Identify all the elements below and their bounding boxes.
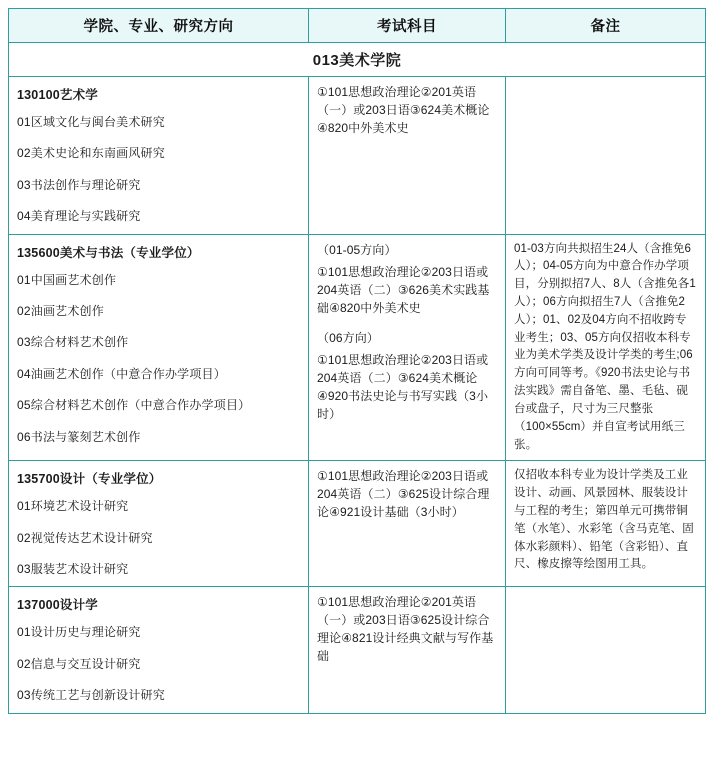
- list-item: 02美术史论和东南画风研究: [17, 146, 165, 161]
- major-name: 130100艺术学: [17, 88, 99, 102]
- subjects-cell: [309, 587, 506, 713]
- subject-text: ①101思想政治理论②203日语或204英语（二）③626美术实践基础④820中外美术史: [317, 264, 490, 315]
- list-item: 01环境艺术设计研究: [17, 499, 129, 514]
- list-item: 03服装艺术设计研究: [17, 562, 129, 577]
- section-title: 013美术学院: [9, 43, 706, 77]
- table-header: [9, 9, 706, 43]
- subject-block: [317, 83, 497, 137]
- subjects-cell: [309, 77, 506, 235]
- direction-list: [17, 625, 300, 702]
- direction-list: [17, 115, 300, 224]
- subjects-cell: [309, 234, 506, 461]
- admissions-catalog-table: [8, 8, 706, 714]
- list-item: 02油画艺术创作: [17, 303, 104, 318]
- list-item: 04油画艺术创作（中意合作办学项目）: [17, 366, 226, 381]
- remark-cell: [506, 77, 706, 235]
- remark-cell: 仅招收本科专业为设计学类及工业设计、动画、风景园林、服装设计与工程的考生；第四单元可携带铜笔（水笔）、水彩笔（含马克笔、固体水彩颜料）、铅笔（含彩铅）、直尺、橡皮擦等绘图用工具。: [506, 461, 706, 587]
- subject-block: [317, 241, 497, 317]
- subject-block-label: （06方向）: [317, 330, 379, 345]
- header-cell-remarks: 备注: [506, 9, 706, 43]
- program-cell: [9, 587, 309, 713]
- subject-block: [317, 593, 497, 665]
- table-row: [9, 234, 706, 461]
- list-item: 01区域文化与闽台美术研究: [17, 115, 165, 129]
- list-item: 06书法与篆刻艺术创作: [17, 429, 141, 444]
- subject-text: ①101思想政治理论②203日语或204英语（二）③625设计综合理论④921设计基础（3小时）: [317, 469, 490, 520]
- remark-cell: [506, 587, 706, 713]
- program-cell: [9, 234, 309, 461]
- table-row: [9, 587, 706, 713]
- subject-block: [317, 329, 497, 423]
- list-item: 05综合材料艺术创作（中意合作办学项目）: [17, 398, 251, 413]
- subject-text: ①101思想政治理论②203日语或204英语（二）③624美术概论④920书法史论与书写实践（3小时）: [317, 352, 489, 421]
- list-item: 02信息与交互设计研究: [17, 656, 141, 671]
- major-name: 135700设计（专业学位）: [17, 472, 162, 487]
- program-cell: [9, 77, 309, 235]
- table-body: [9, 43, 706, 714]
- header-cell-program: 学院、专业、研究方向: [9, 9, 309, 43]
- table-row: [9, 461, 706, 587]
- major-name: 137000设计学: [17, 598, 99, 613]
- list-item: 01中国画艺术创作: [17, 272, 117, 287]
- remark-cell: 01-03方向共拟招生24人（含推免6人）；04-05方向为中意合作办学项目，分别拟招7人、8人（含推免各1人）；06方向拟招生7人（含推免2人）；01、02及04方向不招收跨专业考生；03、05方向仅招收本科专业为美术学类及设计学类的考生;06方向可同等考。《920书法史论与书法实践》需自备笔、墨、毛毡、砚台或盘子，尺寸为三尺整张（100×55cm）并自宣考试用纸三张。: [506, 234, 706, 461]
- list-item: 02视觉传达艺术设计研究: [17, 530, 153, 545]
- subject-text: ①101思想政治理论②201英语（一）或203日语③625设计综合理论④821设计经典文献与写作基础: [317, 595, 494, 664]
- section-row: [9, 43, 706, 77]
- subject-text: ①101思想政治理论②201英语（一）或203日语③624美术概论④820中外美术史: [317, 85, 490, 135]
- list-item: 04美育理论与实践研究: [17, 209, 141, 224]
- header-row: [9, 9, 706, 43]
- program-cell: [9, 461, 309, 587]
- table-row: [9, 77, 706, 235]
- major-name: 135600美术与书法（专业学位）: [17, 245, 200, 260]
- subject-block: [317, 467, 497, 521]
- list-item: 01设计历史与理论研究: [17, 625, 141, 640]
- list-item: 03综合材料艺术创作: [17, 335, 129, 350]
- subjects-cell: [309, 461, 506, 587]
- list-item: 03书法创作与理论研究: [17, 177, 141, 192]
- header-cell-subjects: 考试科目: [309, 9, 506, 43]
- direction-list: [17, 499, 300, 576]
- subject-block-label: （01-05方向）: [317, 242, 397, 257]
- list-item: 03传统工艺与创新设计研究: [17, 688, 165, 703]
- direction-list: [17, 273, 300, 444]
